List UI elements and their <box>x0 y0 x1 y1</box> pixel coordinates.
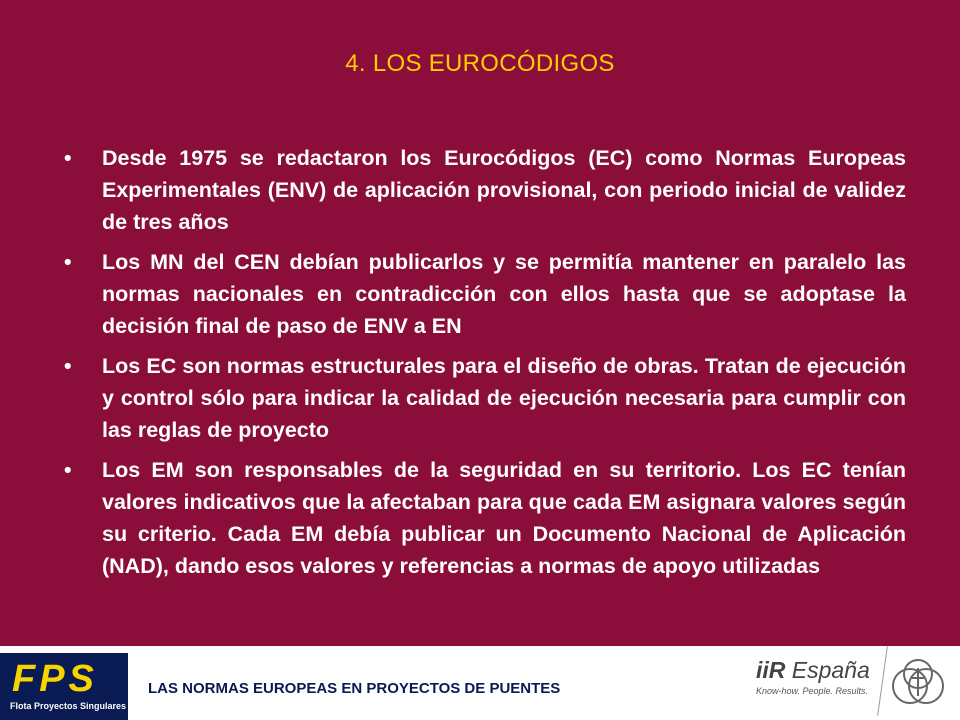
iir-logo <box>756 656 870 696</box>
footer-title: LAS NORMAS EUROPEAS EN PROYECTOS DE PUENTES <box>148 680 561 697</box>
iir-prefix: iiR <box>756 657 786 683</box>
bullet-item <box>64 142 906 238</box>
bullet-icon: • <box>64 250 72 274</box>
iir-seal-icon <box>888 656 948 712</box>
iir-suffix: España <box>785 657 870 683</box>
fps-logo <box>0 653 128 720</box>
bullet-icon: • <box>64 354 72 378</box>
bullet-text: Los EM son responsables de la seguridad en su territorio. Los EC tenían valores indicativos que la afectaban para que cada EM asignara valores según su criterio. Cada EM debía publicar un Documento Nacional de Aplicación (NAD), dando esos valores y referencias a normas de apoyo utilizadas <box>102 458 906 578</box>
bullet-icon: • <box>64 146 72 170</box>
fps-logo-text: FPS <box>12 658 98 700</box>
bullet-text: Los MN del CEN debían publicarlos y se permitía mantener en paralelo las normas nacionales en contradicción con ellos hasta que se adoptase la decisión final de paso de ENV a EN <box>102 250 906 338</box>
iir-brand <box>756 656 870 684</box>
bullet-text: Desde 1975 se redactaron los Eurocódigos (EC) como Normas Europeas Experimentales (ENV) de aplicación provisional, con periodo inicial de validez de tres años <box>102 146 906 234</box>
bullet-list <box>64 142 906 590</box>
iir-tagline: Know-how. People. Results. <box>756 686 869 696</box>
bullet-item <box>64 350 906 446</box>
bullet-item <box>64 454 906 582</box>
bullet-icon: • <box>64 458 72 482</box>
slide-title: 4. LOS EUROCÓDIGOS <box>345 50 615 77</box>
bullet-text: Los EC son normas estructurales para el diseño de obras. Tratan de ejecución y control sólo para indicar la calidad de ejecución necesaria para cumplir con las reglas de proyecto <box>102 354 906 442</box>
fps-logo-subtitle: Flota Proyectos Singulares <box>10 701 127 711</box>
bullet-item <box>64 246 906 342</box>
